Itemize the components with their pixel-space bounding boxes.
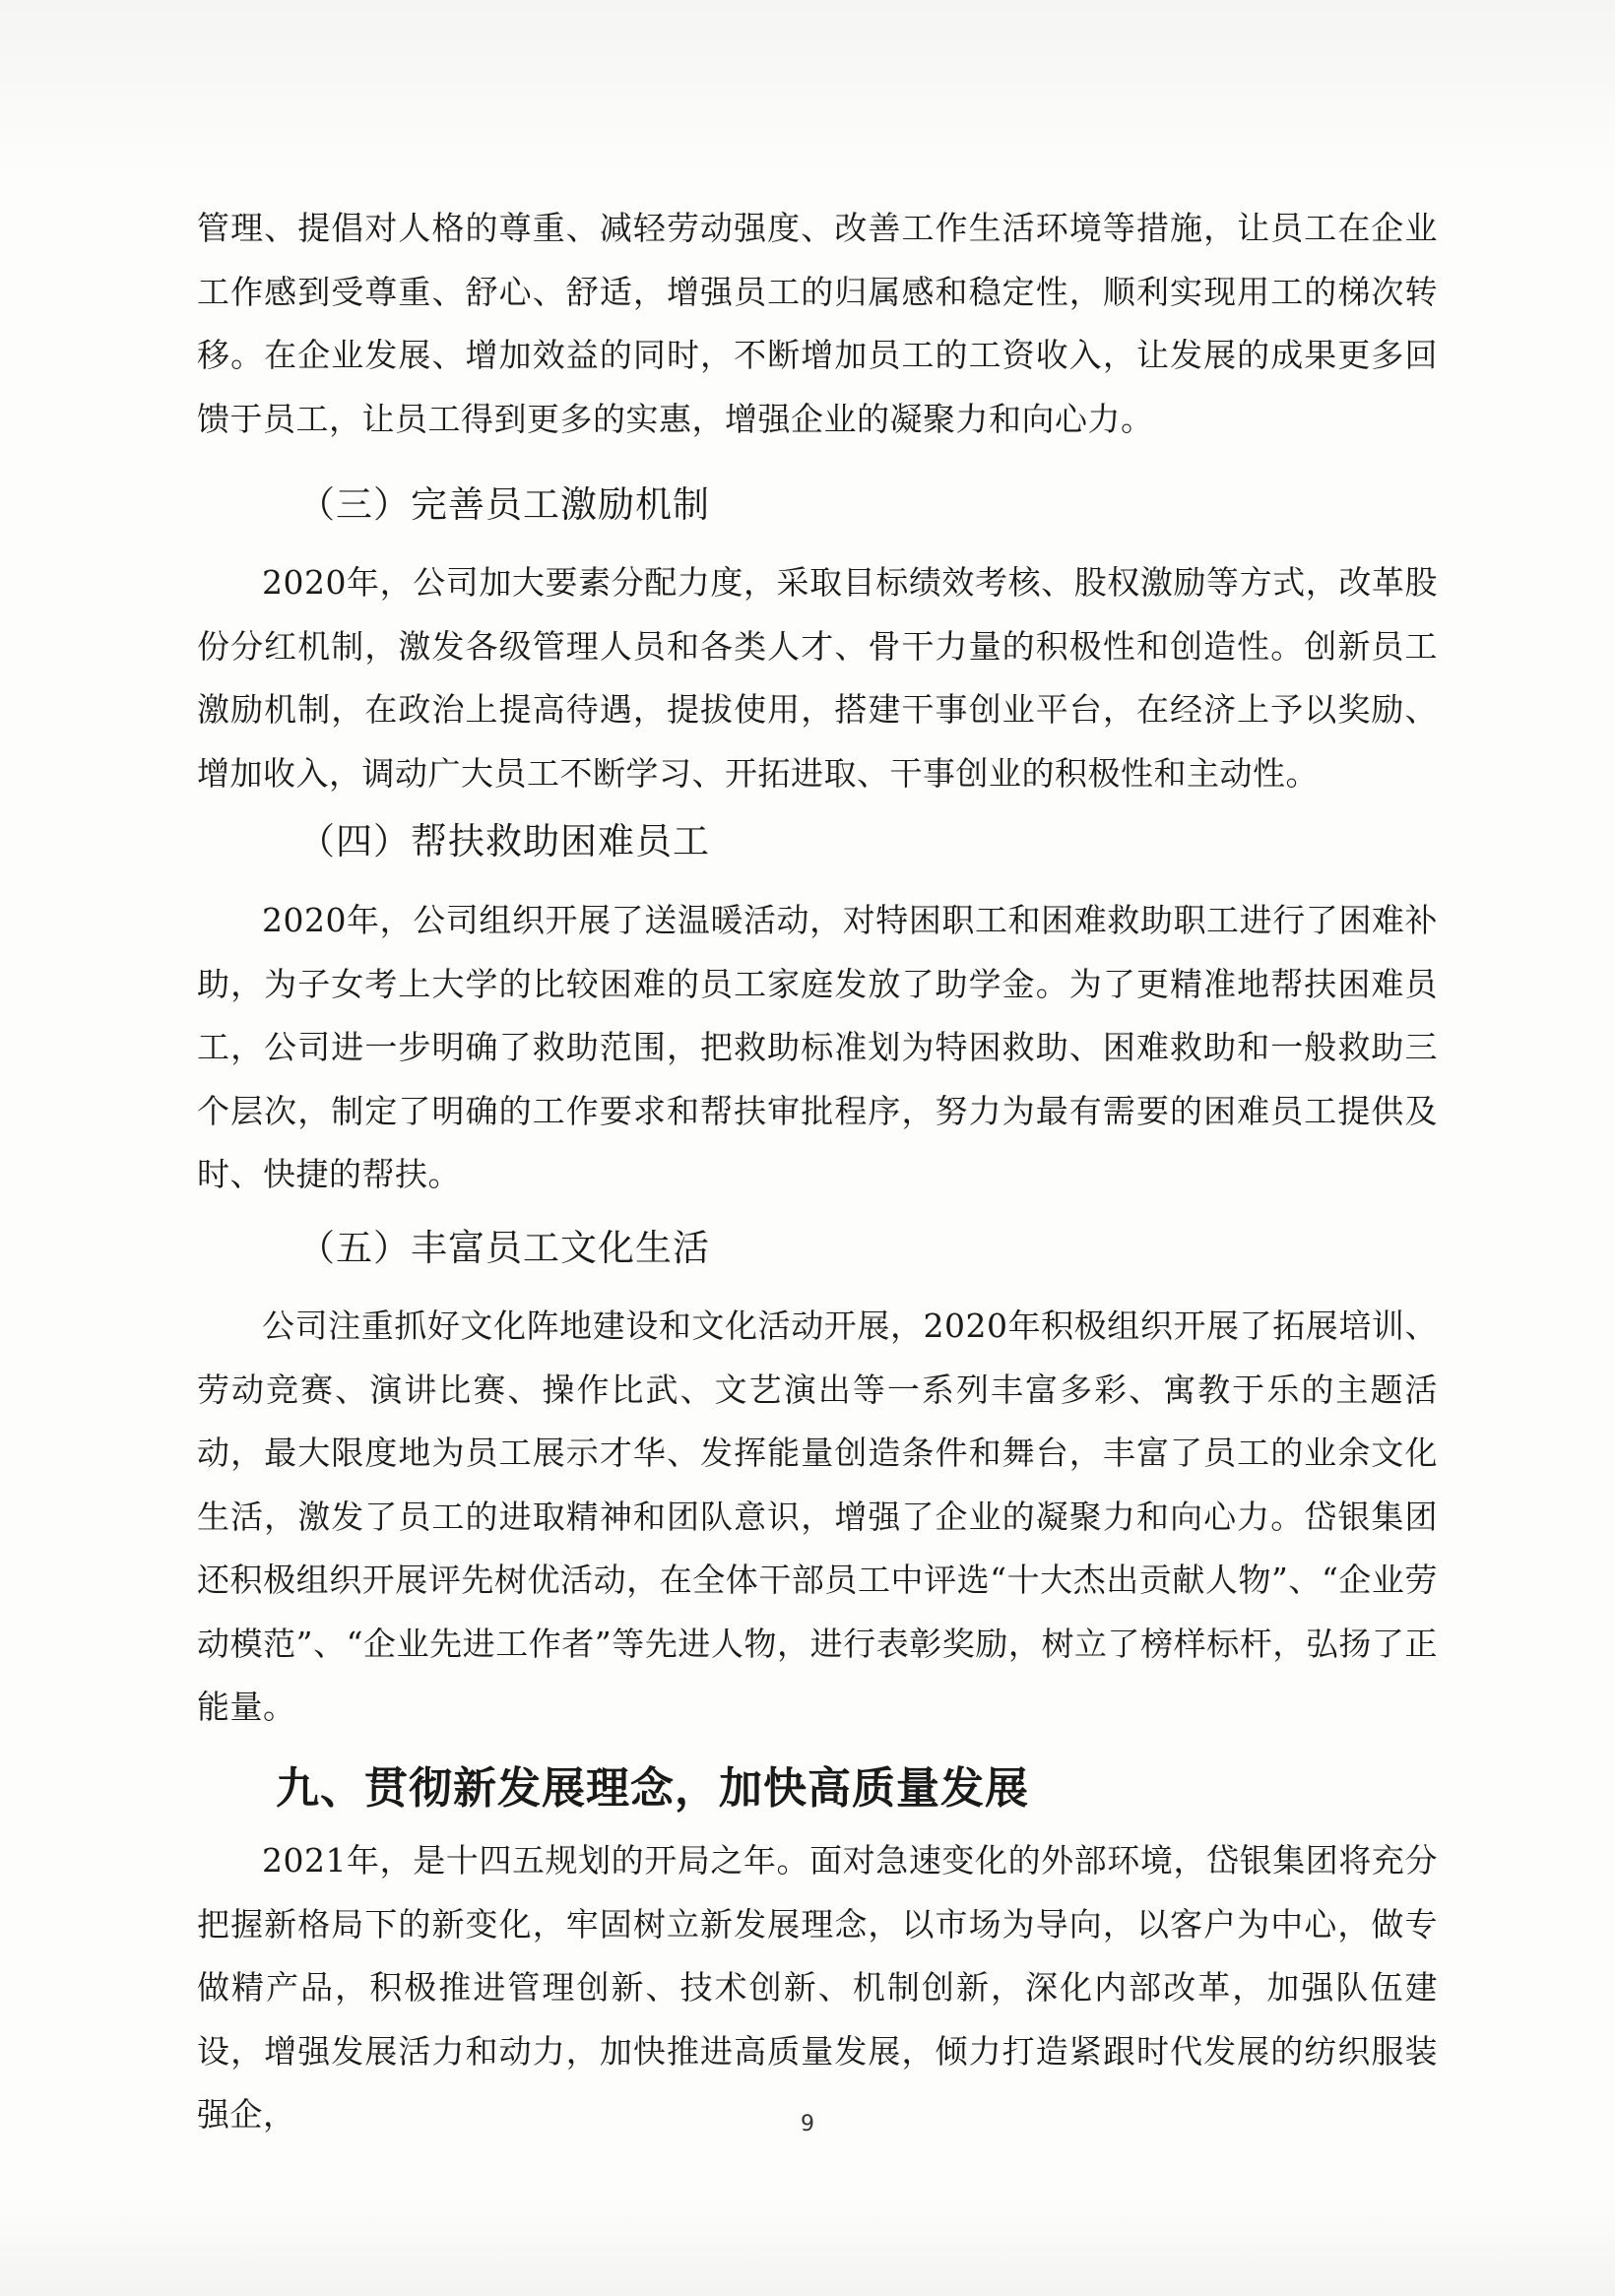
section-9 [197,1750,1438,1828]
paragraph-incentive: 2020年，公司加大要素分配力度，采取目标绩效考核、股权激励等方式，改革股份分红机制，激发各级管理人员和各类人才、骨干力量的积极性和创造性。创新员工激励机制，在政治上提高待遇，提拔使用，搭建干事创业平台，在经济上予以奖励、增加收入，调动广大员工不断学习、开拓进取、干事创业的积极性和主动性。 [197,563,1438,793]
body-text [197,197,1438,451]
section-3-body [197,551,1438,805]
paragraph-culture: 公司注重抓好文化阵地建设和文化活动开展，2020年积极组织开展了拓展培训、劳动竞赛、演讲比赛、操作比武、文艺演出等一系列丰富多彩、寓教于乐的主题活动，最大限度地为员工展示才华、发挥能量创造条件和舞台，丰富了员工的业余文化生活，激发了员工的进取精神和团队意识，增强了企业的凝聚力和向心力。岱银集团还积极组织开展评先树优活动，在全体干部员工中评选“十大杰出贡献人物”、“企业劳动模范”、“企业先进工作者”等先进人物，进行表彰奖励，树立了榜样标杆，弘扬了正能量。 [197,1307,1438,1726]
section-4-body [197,889,1438,1207]
scan-shadow-top [0,0,1615,177]
section-5-body [197,1295,1438,1740]
paragraph-continued: 管理、提倡对人格的尊重、减轻劳动强度、改善工作生活环境等措施，让员工在企业工作感到受尊重、舒心、舒适，增强员工的归属感和稳定性，顺利实现用工的梯次转移。在企业发展、增加效益的同时，不断增加员工的工资收入，让发展的成果更多回馈于员工，让员工得到更多的实惠，增强企业的凝聚力和向心力。 [197,209,1438,438]
scan-shadow-bottom [0,2198,1615,2296]
section-9-body [197,1829,1438,2147]
subsection-heading-4: （四）帮扶救助困难员工 [298,820,710,862]
section-heading-9: 九、贯彻新发展理念，加快高质量发展 [276,1763,1029,1814]
subsection-heading-3: （三）完善员工激励机制 [298,483,710,526]
section-4 [197,807,1438,876]
section-5 [197,1214,1438,1283]
subsection-heading-5: （五）丰富员工文化生活 [298,1227,710,1269]
page-number: 9 [801,2112,814,2137]
paragraph-development: 2021年，是十四五规划的开局之年。面对急速变化的外部环境，岱银集团将充分把握新格局下的新变化，牢固树立新发展理念，以市场为导向，以客户为中心，做专做精产品，积极推进管理创新、技术创新、机制创新，深化内部改革，加强队伍建设，增强发展活力和动力，加快推进高质量发展，倾力打造紧跟时代发展的纺织服装强企， [197,1841,1438,2134]
paragraph-assistance: 2020年，公司组织开展了送温暖活动，对特困职工和困难救助职工进行了困难补助，为子女考上大学的比较困难的员工家庭发放了助学金。为了更精准地帮扶困难员工，公司进一步明确了救助范围，把救助标准划为特困救助、困难救助和一般救助三个层次，制定了明确的工作要求和帮扶审批程序，努力为最有需要的困难员工提供及时、快捷的帮扶。 [197,901,1438,1193]
section-3 [197,471,1438,540]
